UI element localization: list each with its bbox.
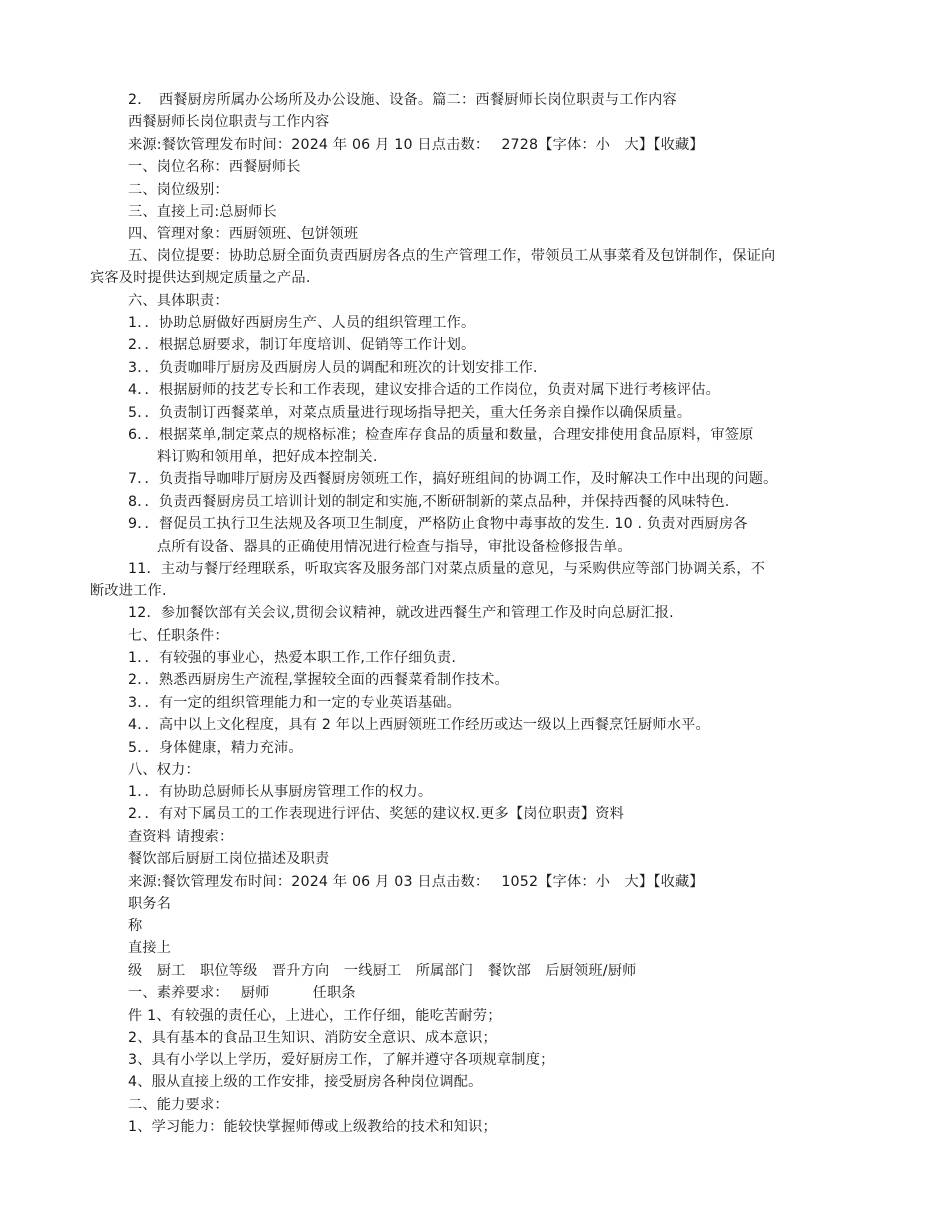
text-line: 2、具有基本的食品卫生知识、消防安全意识、成本意识； xyxy=(128,1030,497,1046)
text-line: 五、岗位提要：协助总厨全面负责西厨房各点的生产管理工作，带领员工从事菜肴及包饼制作，保证向 xyxy=(128,248,776,264)
text-line: 来源:餐饮管理发布时间：2024 年 06 月 03 日点击数： 1052【字体：小 大】【收藏】 xyxy=(128,874,704,890)
text-line: 2．．熟悉西厨房生产流程,掌握较全面的西餐菜肴制作技术。 xyxy=(128,672,509,688)
text-line: 11．主动与餐厅经理联系，听取宾客及服务部门对菜点质量的意见，与采购供应等部门协调关系，不 xyxy=(128,561,766,577)
text-line: 1、学习能力：能较快掌握师傅或上级教给的技术和知识； xyxy=(128,1119,497,1135)
text-line: 断改进工作. xyxy=(90,583,167,599)
text-line: 5．．身体健康，精力充沛。 xyxy=(128,740,303,756)
text-line: 级 厨工 职位等级 晋升方向 一线厨工 所属部门 餐饮部 后厨领班/厨师 xyxy=(128,963,637,979)
text-line: 4．．高中以上文化程度，具有 2 年以上西厨领班工作经历或达一级以上西餐烹饪厨师水平。 xyxy=(128,717,710,733)
text-line: 称 xyxy=(128,918,143,934)
text-line: 四、管理对象：西厨领班、包饼领班 xyxy=(128,226,359,242)
text-line: 餐饮部后厨厨工岗位描述及职责 xyxy=(128,851,330,867)
text-line: 查资料 请搜索： xyxy=(128,829,234,845)
text-line: 一、岗位名称：西餐厨师长 xyxy=(128,159,301,175)
text-line: 六、具体职责： xyxy=(128,293,229,309)
text-line: 2．．根据总厨要求，制订年度培训、促销等工作计划。 xyxy=(128,337,476,353)
text-line: 2．．有对下属员工的工作表现进行评估、奖惩的建议权.更多【岗位职责】资料 xyxy=(128,806,625,822)
text-line: 一、素养要求： 厨师 任职条 xyxy=(128,985,356,1001)
text-line: 7．．负责指导咖啡厅厨房及西餐厨房领班工作，搞好班组间的协调工作，及时解决工作中出现的问题。 xyxy=(128,471,778,487)
text-line: 二、岗位级别： xyxy=(128,182,229,198)
text-line: 4、服从直接上级的工作安排，接受厨房各种岗位调配。 xyxy=(128,1074,483,1090)
text-line: 三、直接上司:总厨师长 xyxy=(128,204,277,220)
text-line: 6．．根据菜单,制定菜点的规格标准；检查库存食品的质量和数量，合理安排使用食品原料，审签原 xyxy=(128,427,754,443)
text-line: 3、具有小学以上学历，爱好厨房工作，了解并遵守各项规章制度； xyxy=(128,1052,555,1068)
text-line: 八、权力： xyxy=(128,762,200,778)
text-line: 3．．负责咖啡厅厨房及西厨房人员的调配和班次的计划安排工作. xyxy=(128,360,538,376)
text-line: 1．．有较强的事业心，热爱本职工作,工作仔细负责. xyxy=(128,650,457,666)
text-line: 12．参加餐饮部有关会议,贯彻会议精神，就改进西餐生产和管理工作及时向总厨汇报. xyxy=(128,605,674,621)
text-line: 9．．督促员工执行卫生法规及各项卫生制度，严格防止食物中毒事故的发生. 10 . 负责对西厨房各 xyxy=(128,516,748,532)
text-line: 二、能力要求： xyxy=(128,1097,229,1113)
text-line: 3．．有一定的组织管理能力和一定的专业英语基础。 xyxy=(128,695,462,711)
text-line: 4．．根据厨师的技艺专长和工作表现，建议安排合适的工作岗位，负责对属下进行考核评估。 xyxy=(128,382,721,398)
text-line: 来源:餐饮管理发布时间：2024 年 06 月 10 日点击数： 2728【字体：小 大】【收藏】 xyxy=(128,137,704,153)
text-line: 8．．负责西餐厨房员工培训计划的制定和实施,不断研制新的菜点品种，并保持西餐的风味特色. xyxy=(128,494,730,510)
text-line: 1．．协助总厨做好西厨房生产、人员的组织管理工作。 xyxy=(128,315,476,331)
text-line: 5．．负责制订西餐菜单，对菜点质量进行现场指导把关，重大任务亲自操作以确保质量。 xyxy=(128,405,692,421)
text-line: 点所有设备、器具的正确使用情况进行检查与指导，审批设备检修报告单。 xyxy=(157,539,632,555)
text-line: 七、任职条件： xyxy=(128,628,229,644)
text-line: 西餐厨师长岗位职责与工作内容 xyxy=(128,114,330,130)
text-line: 职务名 xyxy=(128,896,172,912)
text-line: 1．．有协助总厨师长从事厨房管理工作的权力。 xyxy=(128,784,433,800)
text-line: 直接上 xyxy=(128,940,172,956)
text-line: 宾客及时提供达到规定质量之产品. xyxy=(90,270,311,286)
text-line: 2． 西餐厨房所属办公场所及办公设施、设备。篇二：西餐厨师长岗位职责与工作内容 xyxy=(128,92,677,108)
text-line: 件 1、有较强的责任心，上进心，工作仔细，能吃苦耐劳； xyxy=(128,1008,502,1024)
text-line: 料订购和领用单，把好成本控制关. xyxy=(157,449,378,465)
